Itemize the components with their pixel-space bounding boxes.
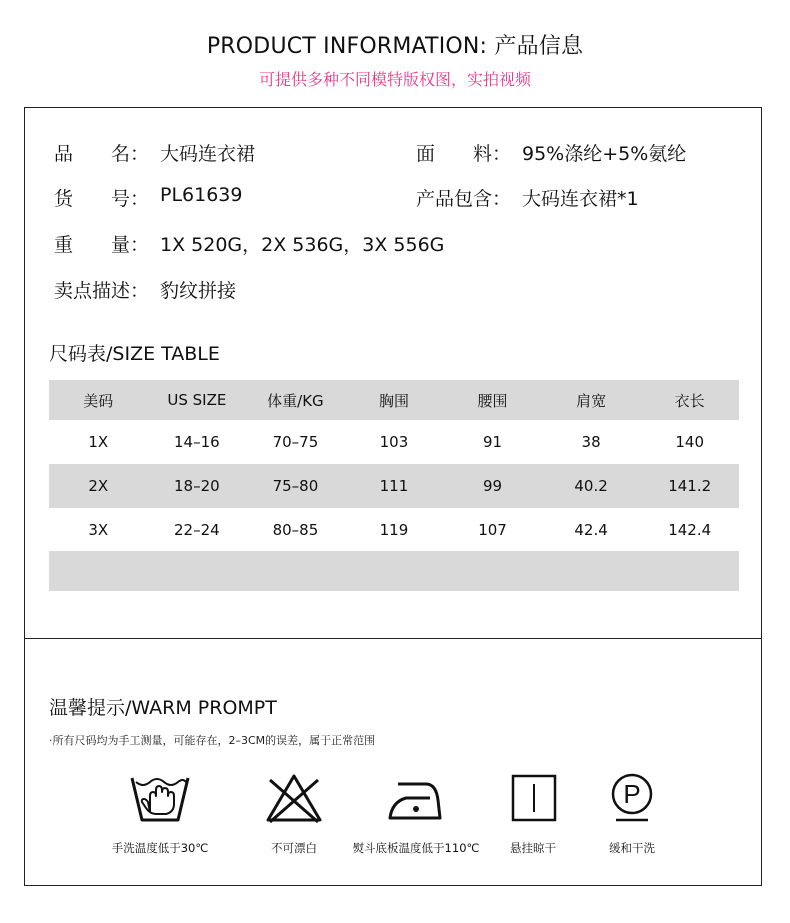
table-cell: 38 (581, 433, 601, 451)
table-cell: 141.2 (640, 464, 739, 508)
info-contents-label: 产品包含： (416, 188, 512, 210)
page-subtitle: 可提供多种不同模特版权图，实拍视频 (258, 70, 531, 89)
header-cell: 美码 (49, 380, 148, 420)
hand-wash-icon (128, 770, 192, 826)
info-selling-point-value: 豹纹拼接 (160, 280, 237, 302)
care-item-dry-clean (552, 770, 712, 856)
dry-clean-p-icon (600, 770, 664, 826)
table-cell: 1X (88, 433, 109, 451)
table-cell: 140 (675, 433, 704, 451)
dry-clean-letter: P (623, 779, 641, 809)
warm-prompt-note: ·所有尺码均为手工测量，可能存在，2–3CM的误差，属于正常范围 (49, 734, 376, 747)
header-cell: US SIZE (148, 380, 247, 420)
info-weight-label: 重 量： (54, 234, 150, 256)
panel-divider (24, 638, 762, 639)
table-cell: 80–85 (272, 521, 319, 539)
table-cell: 22–24 (174, 521, 220, 539)
info-sku-value: PL61639 (160, 184, 243, 206)
info-name-value: 大码连衣裙 (160, 143, 256, 165)
page-title: PRODUCT INFORMATION: 产品信息 (206, 34, 584, 59)
no-bleach-icon (262, 770, 326, 826)
table-cell: 142.4 (668, 521, 712, 539)
table-cell: 14–16 (174, 433, 220, 451)
table-cell: 91 (482, 433, 503, 451)
table-cell: 107 (478, 521, 507, 539)
header-cell: 腰围 (443, 380, 542, 420)
table-row (49, 420, 739, 464)
table-cell: 40.2 (542, 464, 641, 508)
info-fabric-label: 面 料： (416, 143, 512, 165)
table-cell: 2X (49, 464, 148, 508)
header-cell: 衣长 (640, 380, 739, 420)
table-cell: 3X (88, 521, 109, 539)
info-contents-value: 大码连衣裙*1 (522, 188, 639, 210)
care-label: 手洗温度低于30℃ (111, 841, 209, 855)
table-cell: 99 (443, 464, 542, 508)
table-cell: 103 (379, 433, 409, 451)
table-empty-row (49, 551, 739, 591)
header-cell: 肩宽 (542, 380, 641, 420)
info-name-label: 品 名： (54, 143, 150, 165)
size-table (49, 380, 739, 552)
table-cell: 70–75 (272, 433, 319, 451)
info-weight-value: 1X 520G，2X 536G，3X 556G (160, 234, 445, 256)
care-label: 熨斗底板温度低于110℃ (352, 841, 480, 855)
warm-prompt-title: 温馨提示/WARM PROMPT (49, 697, 277, 719)
table-cell: 18–20 (148, 464, 247, 508)
info-selling-point-label: 卖点描述： (54, 280, 150, 302)
table-row (49, 464, 739, 508)
size-table-header-row (49, 380, 739, 420)
care-label: 悬挂晾干 (510, 841, 556, 855)
table-cell: 111 (345, 464, 444, 508)
care-label: 不可漂白 (271, 841, 317, 855)
care-label: 缓和干洗 (609, 841, 655, 855)
info-sku-label: 货 号： (54, 188, 150, 210)
header-cell: 体重/KG (246, 380, 345, 420)
header-cell: 胸围 (345, 380, 444, 420)
info-fabric-value: 95%涤纶+5%氨纶 (522, 143, 687, 165)
table-row (49, 508, 739, 552)
table-cell: 75–80 (246, 464, 345, 508)
table-cell: 42.4 (574, 521, 608, 539)
iron-icon (384, 770, 448, 826)
table-cell: 119 (379, 521, 409, 539)
size-table-title: 尺码表/SIZE TABLE (49, 343, 220, 365)
